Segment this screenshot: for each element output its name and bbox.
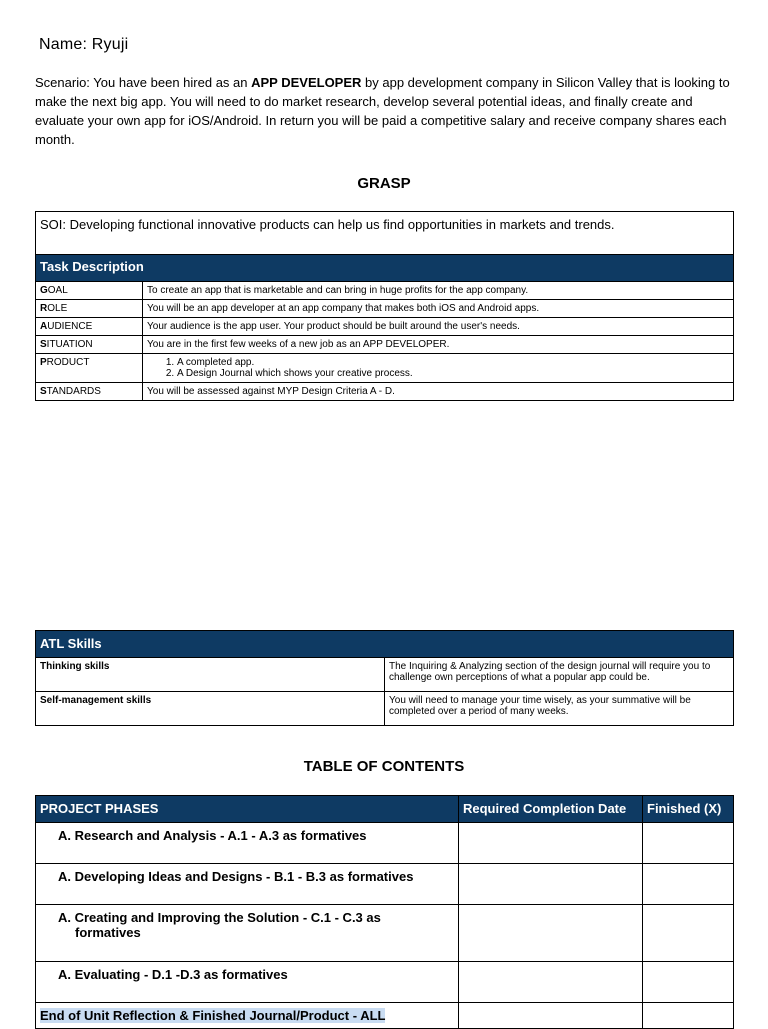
grasp-label: GOAL: [36, 282, 143, 300]
grasp-label: PRODUCT: [36, 354, 143, 383]
student-name: Name: Ryuji: [39, 36, 129, 53]
grasp-label: ROLE: [36, 300, 143, 318]
grasp-label: SITUATION: [36, 336, 143, 354]
scenario-suffix: by app development company in Silicon Valley that is looking to make the next big app. You will need to do market research, develop several potential ideas, and finally create and evaluate your own app for iOS/Android. In return you will be paid a competitive salary and receive company shares each month.: [35, 75, 730, 147]
table-row: [36, 962, 734, 1003]
grasp-row-standards: [36, 383, 734, 401]
list-item: 2. A Design Journal which shows your creative process.: [177, 368, 729, 379]
grasp-text: Your audience is the app user. Your product should be built around the user's needs.: [143, 318, 734, 336]
grasp-text: You are in the first few weeks of a new job as an APP DEVELOPER.: [143, 336, 734, 354]
col-header-phases: PROJECT PHASES: [36, 796, 459, 823]
grasp-label: AUDIENCE: [36, 318, 143, 336]
grasp-row-goal: [36, 282, 734, 300]
list-item: 1. A completed app.: [177, 357, 729, 368]
finished-cell[interactable]: [643, 823, 734, 864]
atl-table: [35, 630, 734, 726]
date-cell[interactable]: [459, 864, 643, 905]
grasp-text: You will be an app developer at an app company that makes both iOS and Android apps.: [143, 300, 734, 318]
col-header-date: Required Completion Date: [459, 796, 643, 823]
finished-cell[interactable]: [643, 905, 734, 962]
grasp-label: STANDARDS: [36, 383, 143, 401]
table-row: [36, 864, 734, 905]
finished-cell[interactable]: [643, 962, 734, 1003]
grasp-text: To create an app that is marketable and can bring in huge profits for the app company.: [143, 282, 734, 300]
atl-text: You will need to manage your time wisely, as your summative will be completed over a period of many weeks.: [385, 692, 734, 726]
phase-cell: A. Creating and Improving the Solution - C.1 - C.3 as formatives: [36, 905, 459, 962]
finished-cell[interactable]: [643, 864, 734, 905]
final-row-cell: End of Unit Reflection & Finished Journal/Product - ALL: [36, 1003, 459, 1029]
col-header-finished: Finished (X): [643, 796, 734, 823]
grasp-table: [35, 211, 734, 401]
table-row: [36, 1003, 734, 1029]
table-row: [36, 658, 734, 692]
toc-table: [35, 795, 734, 1029]
finished-cell[interactable]: [643, 1003, 734, 1029]
table-row: [36, 692, 734, 726]
grasp-row-product: [36, 354, 734, 383]
atl-text: The Inquiring & Analyzing section of the design journal will require you to challenge own perceptions of what a popular app could be.: [385, 658, 734, 692]
grasp-row-role: [36, 300, 734, 318]
grasp-row-situation: [36, 336, 734, 354]
atl-header: ATL Skills: [36, 631, 734, 658]
scenario-paragraph: [35, 73, 735, 149]
phase-cell: A. Evaluating - D.1 -D.3 as formatives: [36, 962, 459, 1003]
scenario-role: APP DEVELOPER: [251, 75, 362, 90]
table-row: [36, 823, 734, 864]
scenario-prefix: Scenario: You have been hired as an: [35, 75, 252, 90]
grasp-heading: GRASP: [357, 175, 411, 192]
atl-skill: Self-management skills: [36, 692, 385, 726]
date-cell[interactable]: [459, 905, 643, 962]
date-cell[interactable]: [459, 1003, 643, 1029]
grasp-text: [143, 354, 734, 383]
atl-skill: Thinking skills: [36, 658, 385, 692]
table-row: [36, 905, 734, 962]
grasp-row-audience: [36, 318, 734, 336]
phase-cell: A. Research and Analysis - A.1 - A.3 as formatives: [36, 823, 459, 864]
date-cell[interactable]: [459, 962, 643, 1003]
product-list: [147, 357, 729, 379]
toc-heading: TABLE OF CONTENTS: [303, 758, 465, 775]
task-description-header: Task Description: [36, 255, 734, 282]
phase-cell: A. Developing Ideas and Designs - B.1 - B.3 as formatives: [36, 864, 459, 905]
toc-header-row: [36, 796, 734, 823]
date-cell[interactable]: [459, 823, 643, 864]
grasp-text: You will be assessed against MYP Design Criteria A - D.: [143, 383, 734, 401]
soi-statement: SOI: Developing functional innovative products can help us find opportunities in markets and trends.: [36, 212, 734, 255]
